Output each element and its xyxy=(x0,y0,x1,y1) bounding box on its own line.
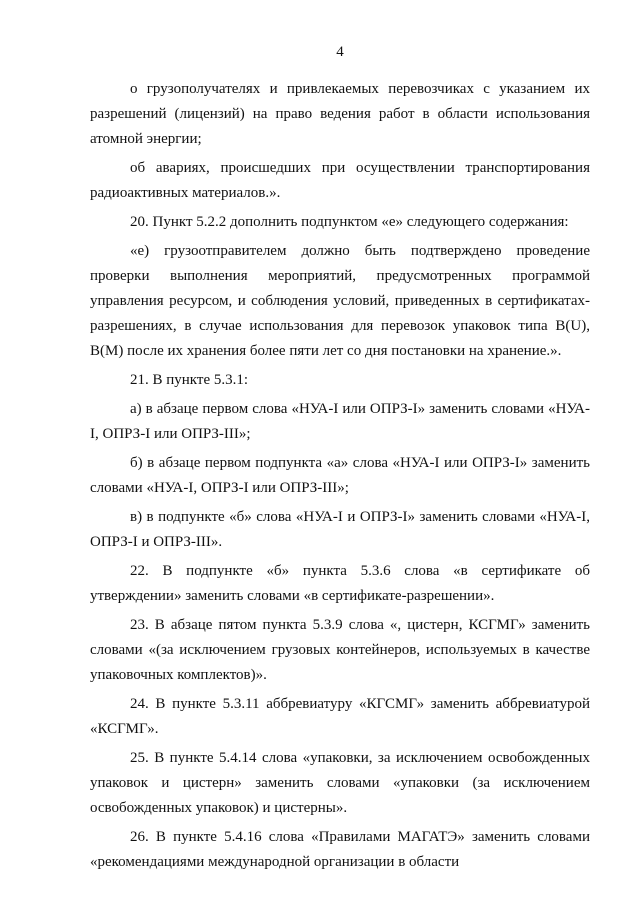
paragraph-subitem-e: «е) грузоотправителем должно быть подтверждено проведение проверки выполнения мероприятий, предусмотренных программой управления ресурсом, и соблюдения условий, приведенных в сертификатах-разрешениях, в случае использования для перевозок упаковок типа B(U), B(M) после их хранения более пяти лет со дня постановки на хранение.». xyxy=(90,243,590,359)
paragraph-item-21: 21. В пункте 5.3.1: xyxy=(130,372,249,388)
paragraph-item-20: 20. Пункт 5.2.2 дополнить подпунктом «е» следующего содержания: xyxy=(130,214,569,230)
page-number: 4 xyxy=(336,44,344,60)
paragraph-item-23: 23. В абзаце пятом пункта 5.3.9 слова «, цистерн, КСГМГ» заменить словами «(за исключением грузовых контейнеров, используемых в качестве упаковочных комплектов)». xyxy=(90,617,590,683)
paragraph-item-24: 24. В пункте 5.3.11 аббревиатуру «КГСМГ» заменить аббревиатурой «КСГМГ». xyxy=(90,696,590,737)
paragraph-item-21-v: в) в подпункте «б» слова «НУА-I и ОПРЗ-I» заменить словами «НУА-I, ОПРЗ-I и ОПРЗ-III». xyxy=(90,509,590,550)
paragraph-item-26: 26. В пункте 5.4.16 слова «Правилами МАГАТЭ» заменить словами «рекомендациями международной организации в области xyxy=(90,829,590,870)
paragraph-item-22: 22. В подпункте «б» пункта 5.3.6 слова «в сертификате об утверждении» заменить словами «в сертификате-разрешении». xyxy=(90,563,590,604)
paragraph-consignees: о грузополучателях и привлекаемых перевозчиках с указанием их разрешений (лицензий) на право ведения работ в области использования атомной энергии; xyxy=(90,81,590,147)
paragraph-item-25: 25. В пункте 5.4.14 слова «упаковки, за исключением освобожденных упаковок и цистерн» заменить словами «упаковки (за исключением освобожденных упаковок) и цистерны». xyxy=(90,750,590,816)
paragraph-item-21-b: б) в абзаце первом подпункта «а» слова «НУА-I или ОПРЗ-I» заменить словами «НУА-I, ОПРЗ-I или ОПРЗ-III»; xyxy=(90,455,590,496)
paragraph-accidents: об авариях, происшедших при осуществлении транспортирования радиоактивных материалов.». xyxy=(90,160,590,201)
paragraph-item-21-a: а) в абзаце первом слова «НУА-I или ОПРЗ-I» заменить словами «НУА-I, ОПРЗ-I или ОПРЗ-III»; xyxy=(90,401,590,442)
